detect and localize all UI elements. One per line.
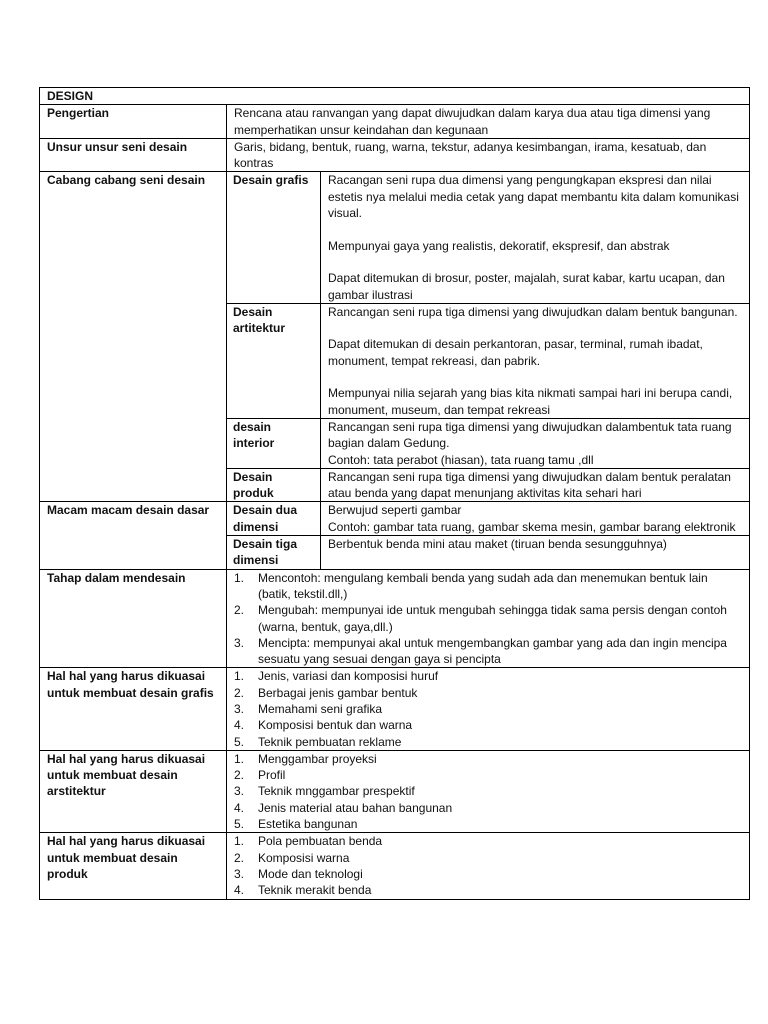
row-text: Rencana atau ranvangan yang dapat diwujudkan dalam karya dua atau tiga dimensi yang memperhatikan unsur keindahan dan kegunaan <box>227 105 750 139</box>
sub-desc <box>321 418 750 468</box>
row-label: Macam macam desain dasar <box>40 502 227 569</box>
sub-label: Desain grafis <box>227 172 321 303</box>
paragraph: Contoh: gambar tata ruang, gambar skema mesin, gambar barang elektronik <box>328 519 736 534</box>
list-item: 4. Jenis material atau bahan bangunan <box>234 800 453 815</box>
table-title-row <box>40 88 750 105</box>
design-table <box>39 87 750 900</box>
row-list-cell <box>227 833 750 899</box>
row-label: Hal hal yang harus dikuasai untuk membuat desain produk <box>40 833 227 899</box>
paragraph: Racangan seni rupa dua dimensi yang pengungkapan ekspresi dan nilai estetis nya melalui media cetak yang dapat membantu kita dalam komunikasi visual. <box>328 173 739 221</box>
row-label: Hal hal yang harus dikuasai untuk membuat desain grafis <box>40 668 227 750</box>
row-pengertian <box>40 105 750 139</box>
row-tahap <box>40 569 750 668</box>
list-item: 3. Teknik mnggambar prespektif <box>234 784 415 799</box>
paragraph: Berbentuk benda mini atau maket (tiruan benda sesungguhnya) <box>328 537 667 552</box>
list-item: 4. Komposisi bentuk dan warna <box>234 718 413 733</box>
sub-label: Desain tiga dimensi <box>227 536 321 570</box>
list-item: 3. Mencipta: mempunyai akal untuk mengembangkan gambar yang ada dan ingin mencipa sesuatu yang sesuai dengan gaya si pencipta <box>234 635 727 667</box>
list-item: 2. Berbagai jenis gambar bentuk <box>234 685 418 700</box>
paragraph: Rancangan seni rupa tiga dimensi yang diwujudkan dalam bentuk bangunan. <box>328 304 738 319</box>
paragraph: Mempunyai nilia sejarah yang bias kita nikmati sampai hari ini berupa candi, monument, museum, dan tempat rekreasi <box>328 386 733 417</box>
list-item: 5. Estetika bangunan <box>234 817 358 832</box>
list-item: 1. Pola pembuatan benda <box>234 834 383 849</box>
list-item: 2. Komposisi warna <box>234 850 350 865</box>
row-label: Pengertian <box>40 105 227 139</box>
design-table-page <box>39 87 749 900</box>
list-item: 2. Mengubah: mempunyai ide untuk mengubah sehingga tidak sama persis dengan contoh (warna, bentuk, gaya,dll.) <box>234 603 727 634</box>
row-label: Hal hal yang harus dikuasai untuk membuat desain arstitektur <box>40 750 227 832</box>
paragraph: Berwujud seperti gambar <box>328 503 462 518</box>
row-text: Garis, bidang, bentuk, ruang, warna, tekstur, adanya kesimbangan, irama, kesatuab, dan kontras <box>227 138 750 172</box>
list-item: 1. Jenis, variasi dan komposisi huruf <box>234 669 439 684</box>
list-item: 3. Memahami seni grafika <box>234 701 383 716</box>
sub-desc <box>321 172 750 303</box>
sub-label: desain interior <box>227 418 321 468</box>
row-list-cell <box>227 668 750 750</box>
row-label: Cabang cabang seni desain <box>40 172 227 502</box>
paragraph: Rancangan seni rupa tiga dimensi yang diwujudkan dalambentuk tata ruang bagian dalam Gedung. <box>328 419 732 451</box>
row-list-cell <box>227 569 750 668</box>
paragraph: Mempunyai gaya yang realistis, dekoratif, ekspresif, dan abstrak <box>328 238 670 253</box>
list-item: 4. Teknik merakit benda <box>234 883 372 898</box>
row-cabang-grafis <box>40 172 750 303</box>
list-item: 3. Mode dan teknologi <box>234 866 363 881</box>
row-label: Tahap dalam mendesain <box>40 569 227 668</box>
row-hal-arsitektur <box>40 750 750 832</box>
sub-label: Desain dua dimensi <box>227 502 321 536</box>
sub-label: Desain produk <box>227 468 321 502</box>
row-macam-dua <box>40 502 750 536</box>
table-title: DESIGN <box>40 88 750 105</box>
numbered-list <box>234 570 743 668</box>
numbered-list <box>234 668 743 749</box>
list-item: 2. Profil <box>234 768 286 783</box>
row-hal-grafis <box>40 668 750 750</box>
numbered-list <box>234 751 743 832</box>
row-unsur <box>40 138 750 172</box>
numbered-list <box>234 833 743 898</box>
row-list-cell <box>227 750 750 832</box>
sub-desc <box>321 502 750 536</box>
list-item: 5. Teknik pembuatan reklame <box>234 734 402 749</box>
paragraph: Dapat ditemukan di desain perkantoran, pasar, terminal, rumah ibadat, monument, tempat rekreasi, dan pabrik. <box>328 337 703 368</box>
row-label: Unsur unsur seni desain <box>40 138 227 172</box>
paragraph: Rancangan seni rupa tiga dimensi yang diwujudkan dalam bentuk peralatan atau benda yang dapat menunjang aktivitas kita sehari hari <box>328 469 731 501</box>
paragraph: Contoh: tata perabot (hiasan), tata ruang tamu ,dll <box>328 452 594 467</box>
list-item: 1. Menggambar proyeksi <box>234 751 377 766</box>
sub-desc <box>321 536 750 570</box>
sub-desc <box>321 303 750 418</box>
sub-label: Desain artitektur <box>227 303 321 418</box>
row-hal-produk <box>40 833 750 899</box>
paragraph: Dapat ditemukan di brosur, poster, majalah, surat kabar, kartu ucapan, dan gambar ilustrasi <box>328 271 725 302</box>
list-item: 1. Mencontoh: mengulang kembali benda yang sudah ada dan menemukan bentuk lain (batik, tekstil.dll,) <box>234 570 708 601</box>
sub-desc <box>321 468 750 502</box>
